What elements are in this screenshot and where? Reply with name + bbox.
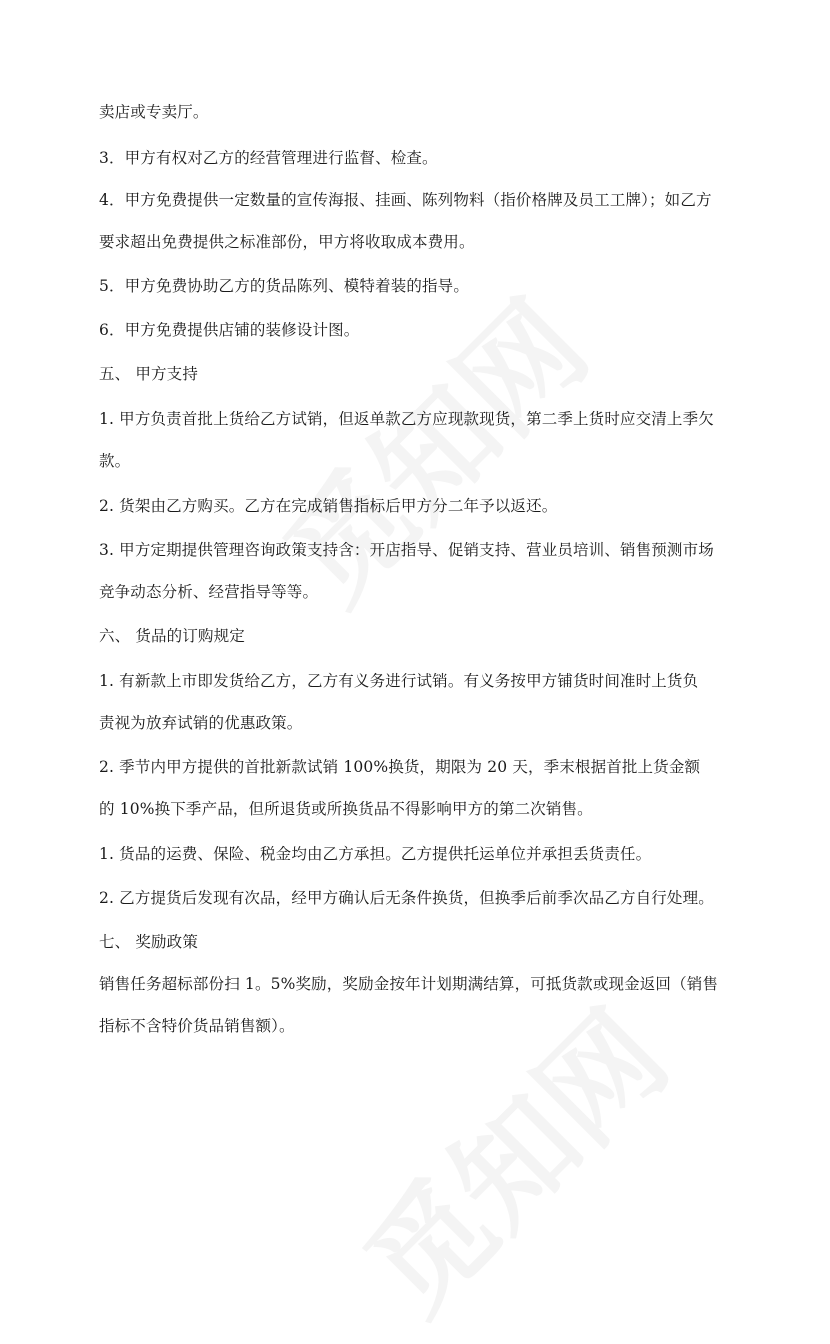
text-line: 销售任务超标部份扫 1。5%奖励，奖励金按年计划期满结算，可抵货款或现金返回（销售 bbox=[99, 975, 719, 993]
text-line: 责视为放弃试销的优惠政策。 bbox=[99, 714, 303, 732]
section-heading: 六、 货品的订购规定 bbox=[99, 627, 245, 645]
text-line: 款。 bbox=[99, 452, 131, 470]
text-line: 的 10%换下季产品，但所退货或所换货品不得影响甲方的第二次销售。 bbox=[99, 800, 593, 818]
text-line: 1. 货品的运费、保险、税金均由乙方承担。乙方提供托运单位并承担丢货责任。 bbox=[99, 845, 652, 863]
text-line: 5．甲方免费协助乙方的货品陈列、模特着装的指导。 bbox=[99, 277, 469, 295]
text-line: 3. 甲方定期提供管理咨询政策支持含：开店指导、促销支持、营业员培训、销售预测市场 bbox=[99, 541, 714, 559]
text-line: 2. 乙方提货后发现有次品，经甲方确认后无条件换货，但换季后前季次品乙方自行处理。 bbox=[99, 889, 714, 907]
text-line: 3．甲方有权对乙方的经营管理进行监督、检查。 bbox=[99, 149, 438, 167]
watermark bbox=[242, 258, 618, 634]
text-line: 6．甲方免费提供店铺的装修设计图。 bbox=[99, 321, 360, 339]
section-heading: 七、 奖励政策 bbox=[99, 933, 198, 951]
text-line: 卖店或专卖厅。 bbox=[99, 103, 209, 121]
text-line: 2. 货架由乙方购买。乙方在完成销售指标后甲方分二年予以返还。 bbox=[99, 497, 558, 515]
text-line: 1. 有新款上市即发货给乙方，乙方有义务进行试销。有义务按甲方铺货时间准时上货负 bbox=[99, 672, 699, 690]
text-line: 2. 季节内甲方提供的首批新款试销 100%换货，期限为 20 天，季末根据首批上货金额 bbox=[99, 758, 701, 776]
text-line: 要求超出免费提供之标准部份，甲方将收取成本费用。 bbox=[99, 233, 475, 251]
text-line: 1. 甲方负责首批上货给乙方试销，但返单款乙方应现款现货，第二季上货时应交清上季欠 bbox=[99, 410, 714, 428]
text-line: 竞争动态分析、经营指导等等。 bbox=[99, 583, 319, 601]
section-heading: 五、 甲方支持 bbox=[99, 365, 198, 383]
text-line: 4．甲方免费提供一定数量的宣传海报、挂画、陈列物料（指价格牌及员工工牌）；如乙方 bbox=[99, 191, 712, 209]
text-line: 指标不含特价货品销售额）。 bbox=[99, 1017, 295, 1035]
